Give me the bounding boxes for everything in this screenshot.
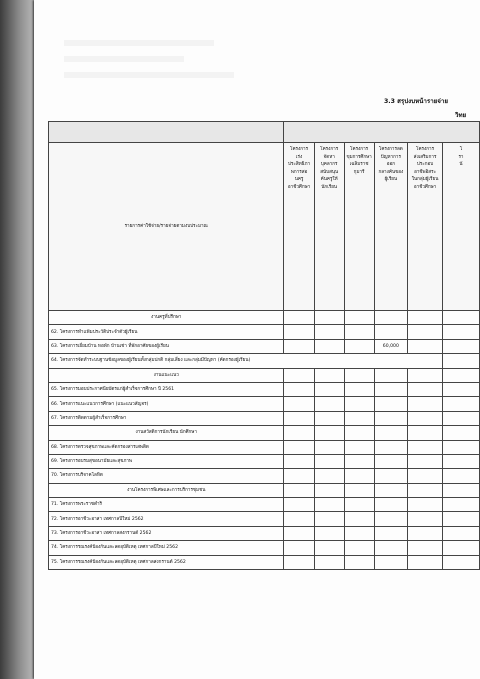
column-header-line: สนับสนุน [320, 169, 339, 175]
amount-cell [374, 325, 408, 339]
amount-cell [408, 411, 443, 425]
amount-cell [374, 397, 408, 411]
column-header-line: นครู [294, 177, 304, 183]
item-label: 75. โครงการรณรงค์ป้องกันและลดอุบัติเหตุ เทศกาลสงกรานต์ 2562 [49, 555, 284, 569]
amount-cell [374, 311, 408, 325]
amount-cell [314, 526, 344, 540]
table-row [49, 354, 480, 368]
amount-cell [314, 483, 344, 497]
amount-cell [344, 382, 374, 396]
amount-cell [284, 526, 314, 540]
amount-cell [442, 382, 479, 396]
project-column-header [374, 143, 408, 311]
column-header-line: เร่ง [295, 154, 303, 160]
amount-cell [314, 555, 344, 569]
scanner-shadow-edge [0, 0, 34, 679]
column-header-line: โครงการ [350, 147, 369, 152]
column-header-row [49, 143, 480, 311]
amount-cell [374, 469, 408, 483]
section-header-row [49, 368, 480, 382]
amount-cell [374, 426, 408, 440]
table-row [49, 469, 480, 483]
project-column-header [284, 143, 314, 311]
bleed-through-mark [64, 56, 184, 62]
amount-cell [344, 339, 374, 353]
table-row [49, 382, 480, 396]
section-title: งานแนะแนว [49, 368, 284, 382]
amount-cell [442, 454, 479, 468]
item-label: 70. โครงการบริจาคโลหิต [49, 469, 284, 483]
project-column-header [314, 143, 344, 311]
amount-cell [314, 541, 344, 555]
table-row [49, 555, 480, 569]
amount-cell [344, 555, 374, 569]
column-header-line: โครงการ [416, 147, 435, 152]
column-header-line: โ [459, 147, 463, 152]
item-label: 66. โครงการแนะแนวการศึกษา (แนะแนวสัญจร) [49, 397, 284, 411]
amount-cell [374, 541, 408, 555]
amount-cell [314, 368, 344, 382]
amount-cell [408, 397, 443, 411]
amount-cell [344, 526, 374, 540]
section-title: งานสวัสดิการนักเรียน นักศึกษา [49, 426, 284, 440]
item-label: 71. โครงการพระราชดำริ [49, 498, 284, 512]
amount-cell [442, 440, 479, 454]
section-header-row [49, 311, 480, 325]
amount-cell [284, 426, 314, 440]
table-row [49, 325, 480, 339]
item-label: 68. โครงการตรวจสุขภาพและคัดกรองสารเสพติด [49, 440, 284, 454]
budget-table-body [49, 311, 480, 570]
amount-cell [314, 440, 344, 454]
table-row [49, 512, 480, 526]
table-row [49, 526, 480, 540]
amount-cell [374, 368, 408, 382]
amount-cell [284, 469, 314, 483]
item-label: 69. โครงการอบรมสุขอนามัยและสุขภาพ [49, 454, 284, 468]
amount-cell [408, 483, 443, 497]
header-band-row [49, 122, 480, 143]
project-column-header [408, 143, 443, 311]
column-header-line: อาชีพอิสระ [414, 169, 437, 175]
project-column-header [442, 143, 479, 311]
amount-cell [344, 541, 374, 555]
amount-cell [344, 440, 374, 454]
amount-cell [284, 368, 314, 382]
amount-cell [408, 339, 443, 353]
column-header-line: โครงการลด [378, 147, 403, 152]
amount-cell [284, 498, 314, 512]
amount-cell [284, 483, 314, 497]
table-row [49, 339, 480, 353]
table-row [49, 440, 480, 454]
amount-cell [442, 397, 479, 411]
amount-cell [374, 526, 408, 540]
amount-cell [442, 555, 479, 569]
amount-cell [284, 512, 314, 526]
amount-cell [408, 426, 443, 440]
amount-cell [374, 382, 408, 396]
amount-cell [408, 555, 443, 569]
amount-cell [344, 454, 374, 468]
amount-cell [374, 512, 408, 526]
table-row [49, 411, 480, 425]
amount-cell [408, 541, 443, 555]
amount-cell [344, 368, 374, 382]
column-header-line: พการสอ [290, 169, 308, 175]
amount-cell [314, 311, 344, 325]
amount-cell [408, 325, 443, 339]
section-title: งานครูที่ปรึกษา [49, 311, 284, 325]
amount-cell [284, 311, 314, 325]
column-header-line: บุคลากร [320, 162, 338, 168]
amount-cell [344, 311, 374, 325]
header-band-group [284, 122, 480, 143]
amount-cell [442, 311, 479, 325]
section-title: งานโครงการพิเศษและการบริการชุมชน [49, 483, 284, 497]
budget-table [48, 121, 480, 570]
amount-cell [344, 411, 374, 425]
amount-cell [442, 339, 479, 353]
column-header-line: กุมารี [353, 169, 365, 175]
amount-cell [408, 368, 443, 382]
section-header-row [49, 426, 480, 440]
amount-cell [442, 325, 479, 339]
table-row [49, 397, 480, 411]
amount-cell [344, 469, 374, 483]
amount-cell [442, 483, 479, 497]
amount-cell [374, 411, 408, 425]
amount-cell [442, 354, 479, 368]
amount-cell [284, 397, 314, 411]
column-header-line: ประสิทธิภา [288, 162, 311, 168]
amount-cell [284, 454, 314, 468]
amount-cell [314, 426, 344, 440]
amount-cell [284, 541, 314, 555]
item-label: 67. โครงการติดตามผู้สำเร็จการศึกษา [49, 411, 284, 425]
amount-cell [284, 440, 314, 454]
item-label: 65. โครงการมอบประกาศนียบัตรแก่ผู้สำเร็จการศึกษา ปี 2561 [49, 382, 284, 396]
item-label: 72. โครงการอาชีวะอาสา เทศกาลปีใหม่ 2562 [49, 512, 284, 526]
item-label: 62. โครงการทำแฟ้มประวัติประจำตัวผู้เรียน [49, 325, 284, 339]
amount-cell [442, 411, 479, 425]
bleed-through-mark [64, 40, 214, 46]
amount-cell [408, 512, 443, 526]
amount-cell [442, 526, 479, 540]
amount-cell [314, 325, 344, 339]
amount-cell [408, 526, 443, 540]
column-header-line: นั [459, 162, 463, 168]
amount-cell [408, 311, 443, 325]
item-label: 73. โครงการอาชีวะอาสา เทศกาลสงกรานต์ 2562 [49, 526, 284, 540]
project-column-header [344, 143, 374, 311]
column-header-line: ส่งเสริมการ [413, 154, 437, 160]
amount-cell [314, 411, 344, 425]
amount-cell [314, 382, 344, 396]
page-subtitle: วิทย [455, 112, 467, 119]
table-row [49, 454, 480, 468]
amount-cell [284, 325, 314, 339]
column-header-line: นักเรียน [321, 184, 338, 190]
item-column-header: รายการค่าใช้จ่าย/รายจ่ายตามงบประมาณ [49, 143, 284, 311]
column-header-line: ขุมการศึกษา [346, 154, 372, 160]
amount-cell [442, 368, 479, 382]
amount-cell [344, 426, 374, 440]
amount-cell [284, 382, 314, 396]
column-header-line: กลางคันของ [378, 169, 404, 175]
amount-cell [344, 397, 374, 411]
amount-cell [314, 397, 344, 411]
amount-cell [284, 555, 314, 569]
table-row [49, 498, 480, 512]
amount-cell [442, 469, 479, 483]
amount-cell [344, 325, 374, 339]
amount-cell [344, 498, 374, 512]
amount-cell [442, 498, 479, 512]
amount-cell [374, 454, 408, 468]
amount-cell [442, 512, 479, 526]
amount-cell [314, 339, 344, 353]
amount-cell [314, 454, 344, 468]
column-header-line: ในกลุ่มผู้เรียน [411, 177, 439, 183]
amount-cell [442, 426, 479, 440]
amount-cell [374, 498, 408, 512]
column-header-line: อาชีวศึกษา [413, 184, 437, 190]
column-header-line: ค้นครูให้ [320, 177, 338, 183]
column-header-line: โครงการ [320, 147, 339, 152]
column-header-line: โครงการ [290, 147, 309, 152]
column-header-line: ปัญหาการ [380, 154, 401, 160]
column-header-line: ออก [386, 162, 395, 168]
amount-cell [344, 483, 374, 497]
column-header-line: ประกอบ [416, 162, 434, 168]
column-header-line: รา [458, 154, 464, 160]
column-header-line: ผู้เรียน [384, 177, 398, 183]
item-label: 63. โครงการเยี่ยมบ้าน หอพัก บ้านเช่า ที่พักอาศัยของผู้เรียน [49, 339, 284, 353]
amount-cell [344, 512, 374, 526]
amount-cell [374, 440, 408, 454]
amount-cell [408, 498, 443, 512]
table-row [49, 541, 480, 555]
amount-cell: 60,000 [374, 339, 408, 353]
amount-cell [374, 555, 408, 569]
amount-cell [314, 498, 344, 512]
column-header-line: เฉลิมราช [349, 162, 369, 168]
header-band-blank [49, 122, 284, 143]
amount-cell [408, 454, 443, 468]
amount-cell [314, 469, 344, 483]
section-header-row [49, 483, 480, 497]
amount-cell [284, 411, 314, 425]
amount-cell [284, 339, 314, 353]
page-title: 3.3 สรุปงบหน้ารายจ่าย [384, 98, 449, 105]
item-label: 74. โครงการรณรงค์ป้องกันและลดอุบัติเหตุ เทศกาลปีใหม่ 2562 [49, 541, 284, 555]
amount-cell [408, 440, 443, 454]
column-header-line: จัดหา [323, 154, 335, 160]
amount-cell [374, 483, 408, 497]
column-header-line: อาชีวศึกษา [287, 184, 311, 190]
bleed-through-mark [64, 72, 234, 78]
amount-cell [442, 541, 479, 555]
amount-cell [408, 469, 443, 483]
amount-cell [314, 512, 344, 526]
item-label: 64. โครงการจัดทำระบบฐานข้อมูลของผู้เรียนทั้งกลุ่มปกติ กลุ่มเสี่ยง และกลุ่มมีปัญหา (คัดกรองผู้เรียน) [49, 354, 443, 368]
amount-cell [408, 382, 443, 396]
